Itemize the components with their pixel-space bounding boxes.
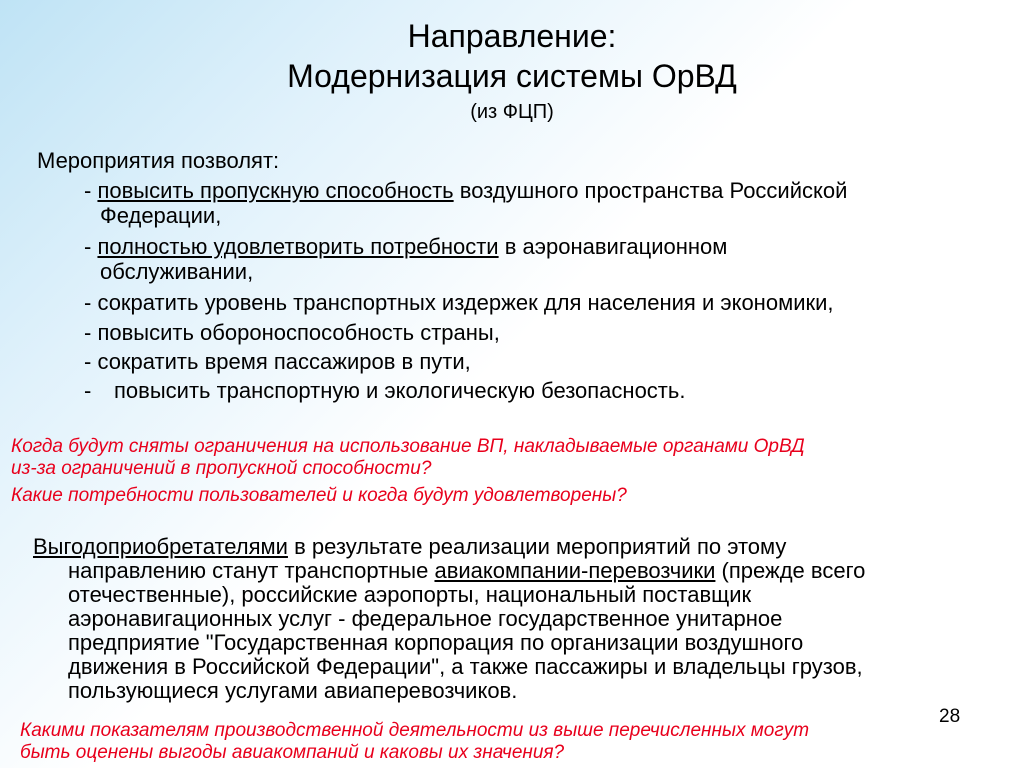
paragraph-text: направлению станут транспортные <box>68 558 435 583</box>
intro-text: Мероприятия позволят: <box>37 148 280 173</box>
paragraph-line: движения в Российской Федерации", а также пассажиры и владельцы грузов, <box>68 654 863 679</box>
slide-title-source: (из ФЦП) <box>470 101 554 123</box>
question-text: из-за ограничений в пропускной способности? <box>11 458 432 479</box>
bullet-dash: - <box>84 349 98 374</box>
paragraph-line <box>68 559 865 583</box>
bullet-dash: - <box>84 234 98 259</box>
bullet-item <box>84 349 471 375</box>
question-text: быть оценены выгоды авиакомпаний и каковы их значения? <box>20 742 565 763</box>
question-text: Когда будут сняты ограничения на использование ВП, накладываемые органами ОрВД <box>11 436 805 457</box>
paragraph-line: аэронавигационных услуг - федеральное государственное унитарное <box>68 606 783 631</box>
question-text: Какие потребности пользователей и когда будут удовлетворены? <box>11 485 627 506</box>
bullet-item <box>84 290 834 316</box>
paragraph-line: отечественные), российские аэропорты, национальный поставщик <box>68 582 752 607</box>
bullet-dash: - <box>84 290 98 315</box>
page-number: 28 <box>939 706 961 727</box>
bullet-emphasis: повысить пропускную способность <box>97 178 454 203</box>
bullet-text: в аэронавигационном <box>498 234 728 259</box>
bullet-item <box>84 178 847 204</box>
bullet-continuation: обслуживании, <box>100 259 254 284</box>
bullet-item <box>84 320 500 346</box>
paragraph-line: пользующиеся услугами авиаперевозчиков. <box>68 678 518 703</box>
slide-title-line1: Направление: <box>407 18 617 54</box>
paragraph-line <box>33 535 786 559</box>
question-text: Какими показателям производственной деятельности из выше перечисленных могут <box>20 720 810 741</box>
bullet-dash: - <box>84 178 98 203</box>
bullet-text: воздушного пространства Российской <box>453 178 848 203</box>
bullet-text: сократить время пассажиров в пути, <box>97 349 471 374</box>
bullet-dash: - <box>84 378 92 403</box>
paragraph-line: предприятие "Государственная корпорация по организации воздушного <box>68 630 804 655</box>
paragraph-emphasis: авиакомпании-перевозчики <box>434 558 716 583</box>
slide-title-line2: Модернизация системы ОрВД <box>287 58 737 94</box>
paragraph-text: (прежде всего <box>715 558 866 583</box>
bullet-text: повысить обороноспособность страны, <box>97 320 500 345</box>
bullet-emphasis: полностью удовлетворить потребности <box>97 234 499 259</box>
bullet-dash: - <box>84 320 98 345</box>
bullet-text: повысить транспортную и экологическую безопасность. <box>114 378 686 403</box>
paragraph-text: в результате реализации мероприятий по этому <box>287 534 787 559</box>
bullet-text: сократить уровень транспортных издержек для населения и экономики, <box>97 290 834 315</box>
bullet-continuation: Федерации, <box>100 203 222 228</box>
paragraph-emphasis: Выгодоприобретателями <box>33 534 288 559</box>
bullet-item <box>84 234 727 260</box>
